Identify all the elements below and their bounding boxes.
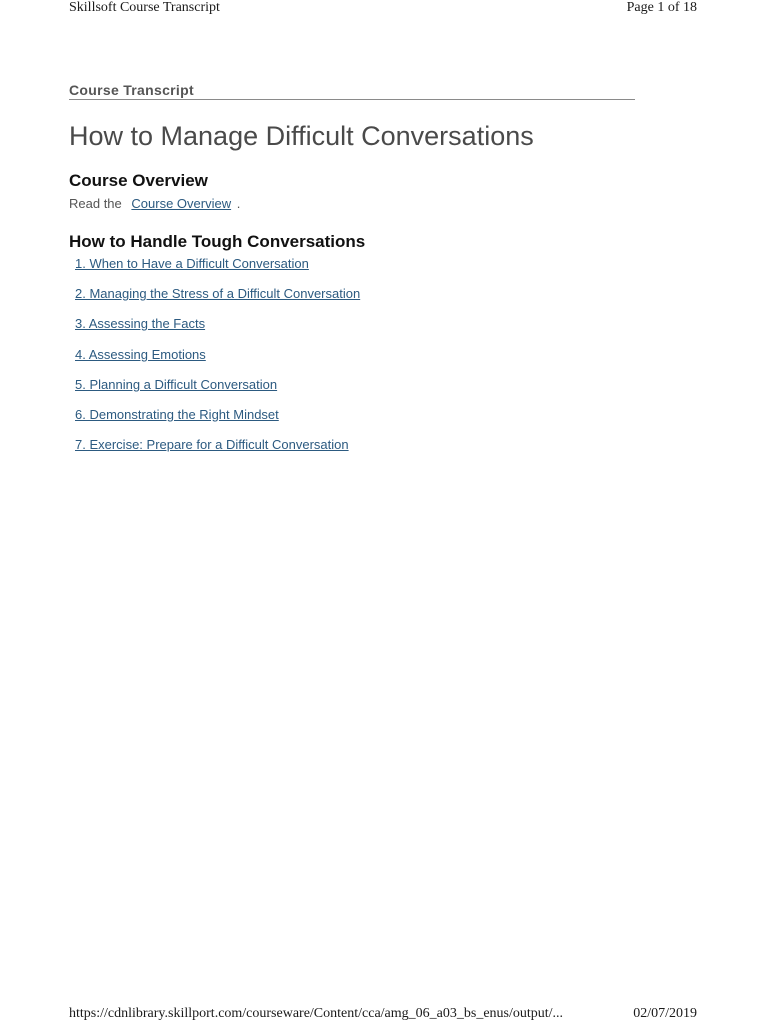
list-item (75, 376, 635, 406)
topics-heading: How to Handle Tough Conversations (69, 232, 366, 251)
course-overview-heading: Course Overview (69, 171, 208, 190)
topic-link-2[interactable]: 2. Managing the Stress of a Difficult Conversation (75, 286, 361, 302)
print-footer-url: https://cdnlibrary.skillport.com/courseware/Content/cca/amg_06_a03_bs_enus/output/... (69, 1006, 564, 1021)
list-item (75, 285, 635, 315)
topic-link-4[interactable]: 4. Assessing Emotions (75, 346, 206, 362)
list-item (75, 346, 635, 376)
read-prefix: Read the (69, 196, 122, 211)
course-overview-line (69, 195, 635, 213)
section-label: Course Transcript (69, 82, 635, 100)
course-overview-link[interactable]: Course Overview (131, 196, 232, 211)
list-item (75, 436, 635, 466)
topic-link-3[interactable]: 3. Assessing the Facts (75, 316, 206, 332)
list-item (75, 255, 635, 285)
topic-link-7[interactable]: 7. Exercise: Prepare for a Difficult Conversation (75, 437, 349, 453)
print-footer-date: 02/07/2019 (633, 1006, 697, 1021)
topic-link-1[interactable]: 1. When to Have a Difficult Conversation (75, 256, 309, 271)
list-item (75, 406, 635, 436)
print-header-page-number: Page 1 of 18 (626, 0, 697, 15)
topic-list (69, 255, 635, 466)
transcript-content (69, 82, 635, 466)
read-suffix: . (236, 196, 241, 211)
print-header-title: Skillsoft Course Transcript (69, 0, 220, 15)
list-item (75, 315, 635, 345)
topic-link-5[interactable]: 5. Planning a Difficult Conversation (75, 376, 278, 392)
page-title: How to Manage Difficult Conversations (69, 121, 534, 151)
topic-link-6[interactable]: 6. Demonstrating the Right Mindset (75, 406, 279, 422)
